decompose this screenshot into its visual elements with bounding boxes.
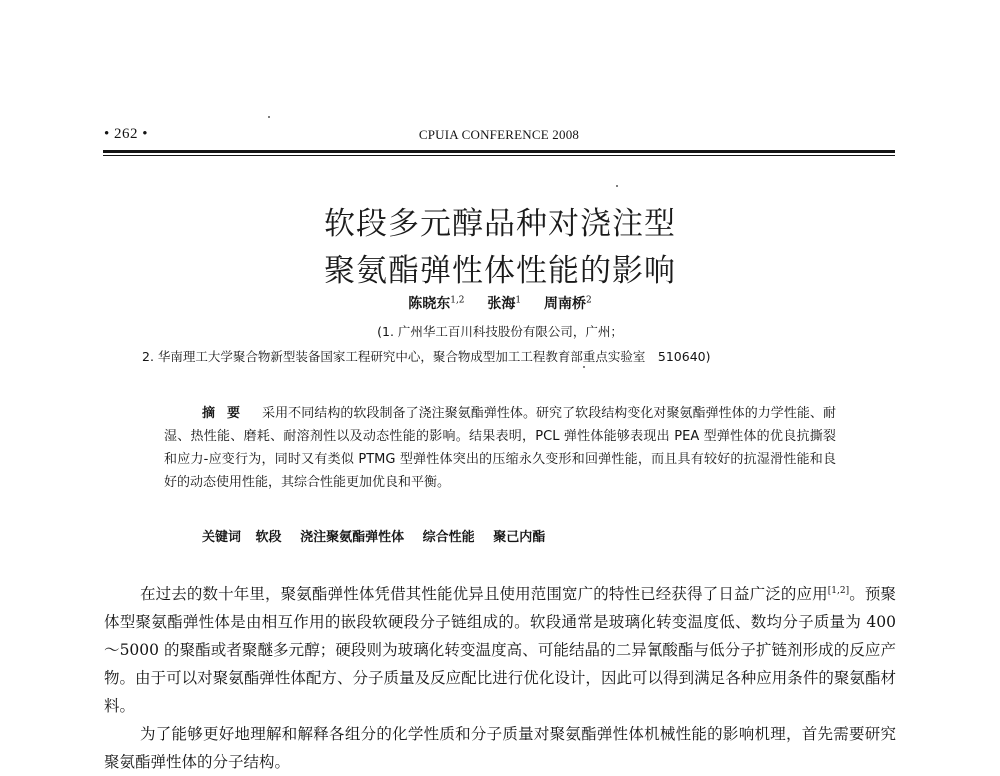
abstract-label: 摘要 [202, 406, 253, 421]
body-text [104, 577, 896, 776]
page-number: • 262 • [104, 126, 149, 142]
author-affiliation-mark: 1 [515, 295, 522, 306]
body-paragraph-1 [104, 577, 896, 720]
scan-speck [616, 185, 618, 187]
body-text-run: 在过去的数十年里，聚氨酯弹性体凭借其性能优异且使用范围宽广的特性已经获得了日益广泛的应用 [140, 585, 828, 604]
citation-mark: [1,2] [827, 586, 850, 596]
running-header [104, 126, 894, 146]
author [487, 296, 521, 312]
header-rule-thick [103, 150, 895, 153]
journal-name: CPUIA CONFERENCE 2008 [418, 127, 580, 142]
affiliation-2: 2. 华南理工大学聚合物新型装备国家工程研究中心，聚合物成型加工工程教育部重点实验室 510640) [142, 349, 711, 364]
author [408, 296, 464, 312]
scan-speck [583, 366, 585, 368]
affiliation-1: (1. 广州华工百川科技股份有限公司，广州； [377, 324, 623, 339]
title-line-1: 软段多元醇品种对浇注型 [324, 206, 676, 242]
author-name: 张海 [487, 296, 516, 312]
author-name: 周南桥 [544, 296, 587, 312]
author [544, 296, 592, 312]
title-line-2: 聚氨酯弹性体性能的影响 [324, 253, 676, 289]
keyword: 浇注聚氨酯弹性体 [300, 530, 405, 545]
body-paragraph-2: 为了能够更好地理解和解释各组分的化学性质和分子质量对聚氨酯弹性体机械性能的影响机理，首先需要研究聚氨酯弹性体的分子结构。 [104, 725, 896, 772]
abstract-text: 采用不同结构的软段制备了浇注聚氨酯弹性体。研究了软段结构变化对聚氨酯弹性体的力学性能、耐湿、热性能、磨耗、耐溶剂性以及动态性能的影响。结果表明，PCL 弹性体能够表现出 PEA 型弹性体的优良抗撕裂和应力-应变行为，同时又有类似 PTMG 型弹性体突出的压缩永久变形和回弹性能，而且具有较好的抗湿滑性能和良好的动态使用性能，其综合性能更加优良和平衡。 [164, 406, 836, 490]
header-rule-thin [103, 155, 895, 156]
keywords-label: 关键词 [202, 530, 242, 545]
body-text-run: 。预聚体型聚氨酯弹性体是由相互作用的嵌段软硬段分子链组成的。软段通常是玻璃化转变温度低、数均分子质量为 400～5000 的聚酯或者聚醚多元醇；硬段则为玻璃化转变温度高、可能结晶的二异氰酸酯与低分子扩链剂形成的反应产物。由于可以对聚氨酯弹性体配方、分子质量及反应配比进行优化设计，因此可以得到满足各种应用条件的聚氨酯材料。 [104, 585, 896, 716]
abstract [164, 402, 836, 494]
keyword: 软段 [255, 530, 282, 545]
keywords [202, 526, 842, 545]
author-list [100, 293, 900, 313]
author-affiliation-mark: 1,2 [450, 295, 465, 306]
keyword: 综合性能 [422, 530, 475, 545]
author-affiliation-mark: 2 [586, 295, 592, 306]
author-name: 陈晓东 [408, 296, 451, 312]
scan-speck [268, 116, 270, 118]
keyword: 聚己内酯 [493, 530, 546, 545]
